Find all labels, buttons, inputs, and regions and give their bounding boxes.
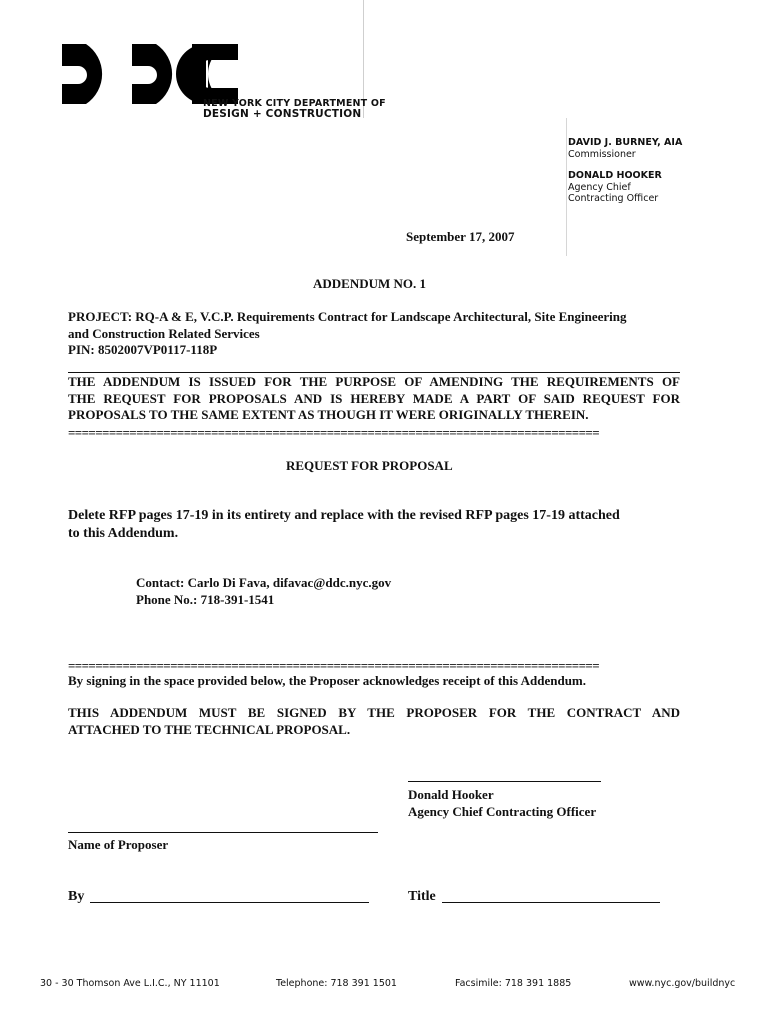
instruction-line-1: Delete RFP pages 17-19 in its entirety and replace with the revised RFP pages 17-19 attached [68,508,620,523]
must-sign-line-1: THIS ADDENDUM MUST BE SIGNED BY THE PROPOSER FOR THE CONTRACT AND [68,705,680,720]
divider-line [566,118,567,256]
signatory-name: Donald Hooker [408,787,494,802]
purpose-line-1: THE ADDENDUM IS ISSUED FOR THE PURPOSE OF AMENDING THE REQUIREMENTS OF [68,374,680,389]
official-name: DONALD HOOKER [568,170,662,181]
title-label: Title [408,889,436,904]
contact-block [136,575,391,608]
addendum-title: ADDENDUM NO. 1 [313,276,427,291]
footer-telephone: Telephone: 718 391 1501 [276,978,397,989]
proposer-name-line[interactable] [68,832,378,833]
official-acco [568,170,662,205]
by-signature-line[interactable] [90,902,369,903]
separator-line: ============================================================================== [68,658,600,673]
footer-address: 30 - 30 Thomson Ave L.I.C., NY 11101 [40,978,220,989]
section-heading: REQUEST FOR PROPOSAL [286,458,453,473]
contact-line: Contact: Carlo Di Fava, difavac@ddc.nyc.gov [136,575,392,590]
instruction-block [68,507,688,542]
signatory-block [408,787,596,820]
purpose-line-2: THE REQUEST FOR PROPOSALS AND IS HEREBY MADE A PART OF SAID REQUEST FOR [68,390,680,406]
project-line-2: and Construction Related Services [68,325,260,341]
official-title-2: Contracting Officer [568,193,659,204]
official-name: DAVID J. BURNEY, AIA [568,137,683,148]
purpose-line-3: PROPOSALS TO THE SAME EXTENT AS THOUGH IT WERE ORIGINALLY THEREIN. [68,407,589,422]
project-pin: PIN: 8502007VP0117-118P [68,342,218,357]
by-label: By [68,889,85,904]
official-commissioner [568,137,682,160]
rule-line [68,372,680,373]
project-block [68,309,688,359]
letter-date: September 17, 2007 [406,229,515,244]
project-line-1: PROJECT: RQ-A & E, V.C.P. Requirements Contract for Landscape Architectural, Site Engineering [68,309,627,324]
signature-line [408,781,601,782]
footer-website[interactable]: www.nyc.gov/buildnyc [629,978,736,989]
footer-facsimile: Facsimile: 718 391 1885 [455,978,572,989]
separator-line: ============================================================================== [68,425,600,440]
proposer-name-label: Name of Proposer [68,837,169,852]
logo-letter-d2 [132,44,172,104]
title-line[interactable] [442,902,660,903]
logo-line-2: DESIGN + CONSTRUCTION [203,108,362,120]
phone-line: Phone No.: 718-391-1541 [136,591,275,607]
must-sign-line-2: ATTACHED TO THE TECHNICAL PROPOSAL. [68,721,351,737]
logo-letter-d1 [62,44,102,104]
acknowledge-text: By signing in the space provided below, the Proposer acknowledges receipt of this Addendum. [68,673,587,688]
instruction-line-2: to this Addendum. [68,525,179,541]
official-title: Commissioner [568,148,636,160]
official-title: Agency Chief [568,181,631,193]
signatory-title: Agency Chief Contracting Officer [408,803,597,819]
purpose-block [68,374,680,424]
logo-line-1: NEW YORK CITY DEPARTMENT OF [203,98,386,109]
must-sign-block [68,705,680,738]
